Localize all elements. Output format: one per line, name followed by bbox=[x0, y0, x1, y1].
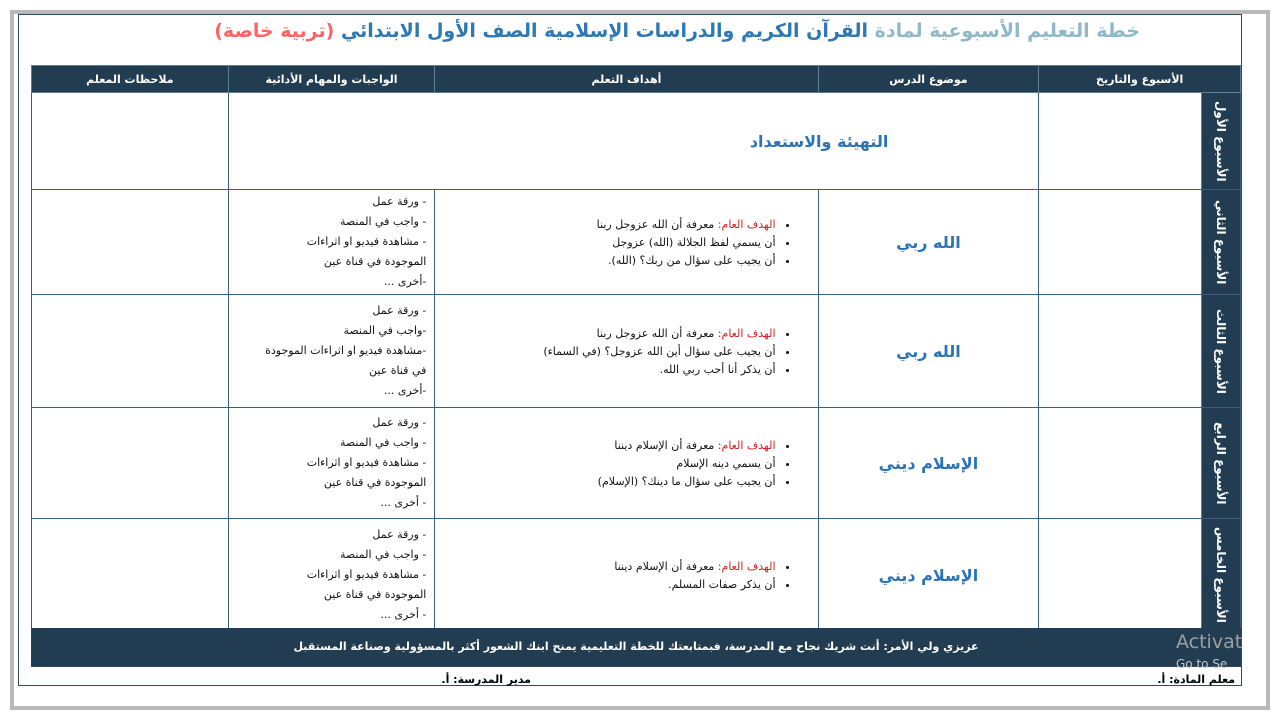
goal-item bbox=[441, 218, 775, 231]
header-notes: ملاحظات المعلم bbox=[32, 66, 229, 93]
task-item: - ورقة عمل bbox=[372, 528, 427, 541]
learning-goals bbox=[435, 519, 818, 632]
week-label: الأسبوع الخامس bbox=[1214, 527, 1228, 623]
task-item: - مشاهدة فيديو او اثراءات bbox=[306, 235, 427, 248]
week-date-cell bbox=[1039, 93, 1241, 190]
week-date-cell bbox=[1039, 295, 1241, 408]
week-label: الأسبوع الأول bbox=[1214, 100, 1228, 182]
principal-signature: مدير المدرسة: أ. bbox=[441, 673, 531, 686]
week-label-cell bbox=[1201, 408, 1240, 518]
goal-item: • أن يجيب على سؤال من ربك؟ (الله). bbox=[441, 254, 775, 267]
subject-teacher-signature: معلم المادة: أ. bbox=[1157, 673, 1235, 686]
general-goal-label: الهدف العام: bbox=[717, 438, 776, 452]
tasks-cell bbox=[228, 519, 435, 632]
table-row-week-1 bbox=[32, 93, 1241, 190]
task-item: -مشاهدة فيديو او اثراءات الموجودة bbox=[265, 344, 427, 357]
task-item: - ورقة عمل bbox=[372, 304, 427, 317]
general-goal-label: الهدف العام: bbox=[717, 326, 776, 340]
header-tasks: الواجبات والمهام الأدائية bbox=[228, 66, 435, 93]
task-item: - ورقة عمل bbox=[372, 416, 427, 429]
lesson-topic: الله ربي bbox=[818, 190, 1039, 295]
goal-item bbox=[441, 327, 775, 340]
title-main: خطة التعليم الأسبوعية لمادة bbox=[874, 20, 1140, 42]
goal-item: • أن يجيب على سؤال ما دينك؟ (الإسلام) bbox=[441, 475, 775, 488]
week-label-cell bbox=[1201, 295, 1240, 407]
week-label-cell bbox=[1201, 93, 1240, 189]
general-goal-label: الهدف العام: bbox=[717, 559, 776, 573]
table-row-week-4 bbox=[32, 408, 1241, 519]
lesson-topic: الإسلام ديني bbox=[818, 408, 1039, 519]
intro-cell bbox=[228, 93, 1039, 190]
parent-message: عزيزي ولي الأمر: أنت شريك نجاح مع المدرسة، فبمتابعتك للخطة التعليمية يمنح ابنك الشعور أكثر بالمسؤولية وصناعة المستقبل bbox=[293, 640, 979, 653]
table-row-week-3 bbox=[32, 295, 1241, 408]
intro-text: التهيئة والاستعداد bbox=[749, 131, 889, 151]
learning-goals bbox=[435, 190, 818, 295]
header-week-date: الأسبوع والتاريخ bbox=[1039, 66, 1241, 93]
week-date-cell bbox=[1039, 408, 1241, 519]
general-goal-label: الهدف العام: bbox=[717, 217, 776, 231]
week-label: الأسبوع الثاني bbox=[1214, 199, 1228, 285]
notes-cell bbox=[32, 295, 229, 408]
week-label: الأسبوع الرابع bbox=[1214, 421, 1228, 505]
goal-item: • أن يذكر صفات المسلم. bbox=[441, 578, 775, 591]
header-topic: موضوع الدرس bbox=[818, 66, 1039, 93]
general-goal-text: معرفة أن الإسلام ديننا bbox=[614, 559, 715, 573]
task-item: - واجب في المنصة bbox=[339, 548, 427, 561]
activation-watermark: Activat bbox=[1176, 631, 1243, 653]
tasks-cell bbox=[228, 408, 435, 519]
week-label: الأسبوع الثالث bbox=[1214, 308, 1228, 394]
goal-item: • أن يسمي لفظ الجلالة (الله) عزوجل bbox=[441, 236, 775, 249]
activation-watermark-sub: Go to Se bbox=[1176, 657, 1228, 671]
notes-cell bbox=[32, 190, 229, 295]
title-grade: الصف الأول الابتدائي bbox=[340, 20, 538, 42]
table-row-week-2 bbox=[32, 190, 1241, 295]
general-goal-text: معرفة أن الله عزوجل ربنا bbox=[596, 326, 715, 340]
task-item: - مشاهدة فيديو او اثراءات bbox=[306, 568, 427, 581]
tasks-cell bbox=[228, 190, 435, 295]
parent-message-bar bbox=[31, 628, 1241, 666]
table-row-week-5 bbox=[32, 519, 1241, 632]
task-item: - مشاهدة فيديو او اثراءات bbox=[306, 456, 427, 469]
week-label-cell bbox=[1201, 519, 1240, 631]
header-goals: أهداف التعلم bbox=[435, 66, 818, 93]
task-item: - واجب في المنصة bbox=[339, 436, 427, 449]
weekly-plan-table bbox=[31, 65, 1241, 632]
learning-goals bbox=[435, 408, 818, 519]
general-goal-text: معرفة أن الله عزوجل ربنا bbox=[596, 217, 715, 231]
goal-item: • أن يسمي دينه الإسلام bbox=[441, 457, 775, 470]
goal-item: • أن يذكر أنا أحب ربي الله. bbox=[441, 363, 775, 376]
tasks-cell bbox=[228, 295, 435, 408]
task-item: في قناة عين bbox=[369, 364, 427, 377]
notes-cell bbox=[32, 93, 229, 190]
page-title bbox=[214, 20, 1140, 42]
task-item: -أخرى ... bbox=[383, 384, 427, 397]
task-item: - أخرى ... bbox=[380, 608, 427, 621]
learning-goals bbox=[435, 295, 818, 408]
week-date-cell bbox=[1039, 190, 1241, 295]
title-special: (تربية خاصة) bbox=[214, 20, 335, 42]
task-item: -واجب في المنصة bbox=[343, 324, 427, 337]
task-item: - ورقة عمل bbox=[372, 195, 427, 208]
goal-item bbox=[441, 439, 775, 452]
lesson-topic: الله ربي bbox=[818, 295, 1039, 408]
task-item: الموجودة في قناة عين bbox=[323, 476, 427, 489]
task-item: - أخرى ... bbox=[380, 496, 427, 509]
lesson-topic: الإسلام ديني bbox=[818, 519, 1039, 632]
task-item: الموجودة في قناة عين bbox=[323, 255, 427, 268]
goal-item bbox=[441, 560, 775, 573]
general-goal-text: معرفة أن الإسلام ديننا bbox=[614, 438, 715, 452]
goal-item: • أن يجيب على سؤال أين الله عزوجل؟ (في السماء) bbox=[441, 345, 775, 358]
header-row bbox=[32, 66, 1241, 93]
signature-row bbox=[31, 666, 1241, 691]
task-item: -أخرى ... bbox=[383, 275, 427, 288]
notes-cell bbox=[32, 408, 229, 519]
week-date-cell bbox=[1039, 519, 1241, 632]
title-subject: القرآن الكريم والدراسات الإسلامية bbox=[544, 20, 869, 42]
notes-cell bbox=[32, 519, 229, 632]
task-item: الموجودة في قناة عين bbox=[323, 588, 427, 601]
week-label-cell bbox=[1201, 190, 1240, 294]
task-item: - واجب في المنصة bbox=[339, 215, 427, 228]
